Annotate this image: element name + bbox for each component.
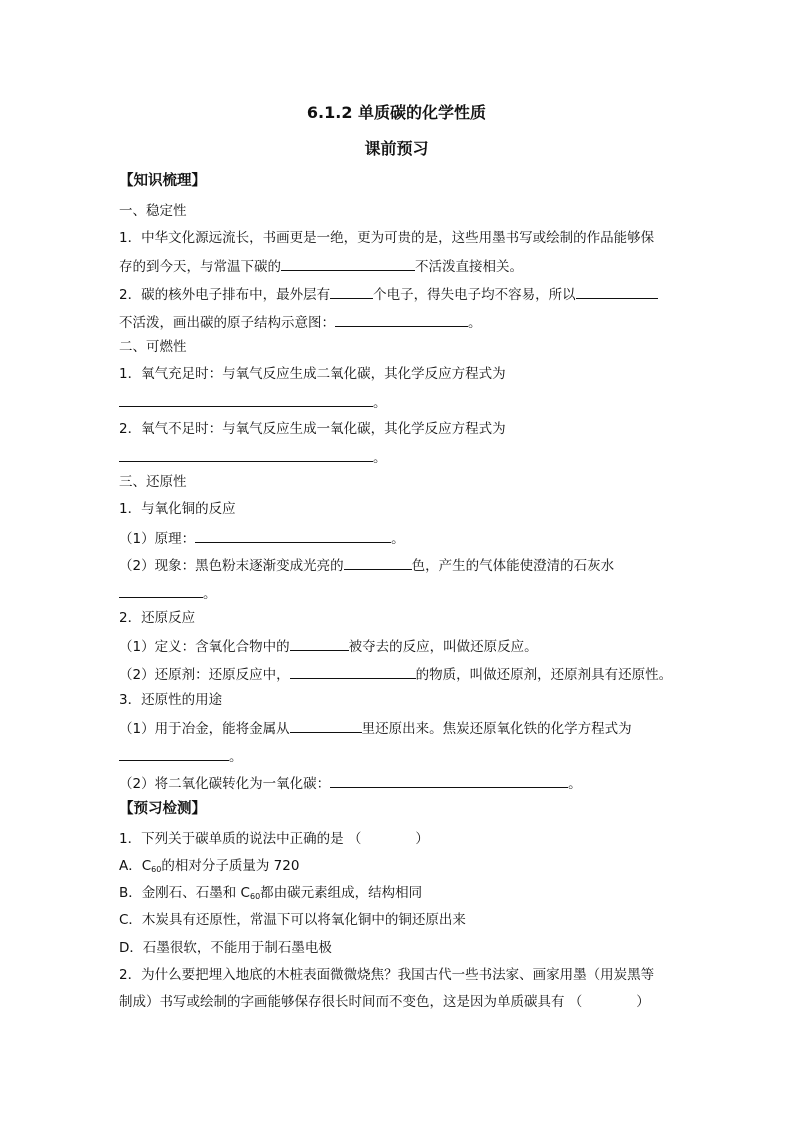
text-segment: 。: [468, 315, 482, 331]
heading-stability: 一、稳定性: [119, 203, 187, 219]
text-segment: 。: [203, 586, 217, 602]
option-b[interactable]: [119, 884, 422, 904]
q-combust-2: 2．氧气不足时：与氧气反应生成一氧化碳，其化学反应方程式为: [119, 421, 506, 437]
subheading-reduction: 2．还原反应: [119, 610, 196, 626]
question-2-line1: 2．为什么要把埋入地底的木桩表面微微烧焦？我国古代一些书法家、画家用墨（用炭黑等: [119, 967, 655, 983]
question-2-line2: 制成）书写或绘制的字画能够保存很长时间而不变色，这是因为单质碳具有 （ ）: [119, 994, 650, 1010]
page-subtitle: 课前预习: [364, 139, 429, 158]
answer-blank[interactable]: [290, 664, 416, 679]
q-stability-1-line1: 1．中华文化源远流长，书画更是一绝，更为可贵的是，这些用墨书写或绘制的作品能够保: [119, 230, 655, 246]
option-d[interactable]: D．石墨很软，不能用于制石墨电极: [119, 940, 332, 956]
text-segment: B．金刚石、石墨和 C: [119, 885, 250, 901]
answer-blank[interactable]: [576, 284, 658, 299]
text-segment: （2）将二氧化碳转化为一氧化碳：: [119, 776, 331, 792]
answer-blank[interactable]: [290, 636, 349, 651]
answer-blank[interactable]: [119, 583, 203, 598]
question-1: 1．下列关于碳单质的说法中正确的是 （ ）: [119, 831, 429, 847]
text-segment: 。: [373, 395, 387, 411]
text-segment: 。: [568, 776, 582, 792]
q-combust-2-answer: [119, 447, 387, 467]
option-c[interactable]: C．木炭具有还原性，常温下可以将氧化铜中的铜还原出来: [119, 912, 466, 928]
answer-blank[interactable]: [330, 773, 568, 788]
subscript: 60: [249, 892, 261, 901]
heading-combustibility: 二、可燃性: [119, 339, 187, 355]
q-combust-1-answer: [119, 392, 387, 412]
text-segment: 存的到今天，与常温下碳的: [119, 259, 281, 275]
q-phenomenon-line1: [119, 555, 614, 575]
text-segment: （1）用于冶金，能将金属从: [119, 721, 290, 737]
answer-blank[interactable]: [290, 718, 362, 733]
answer-blank[interactable]: [195, 528, 391, 543]
text-segment: （2）还原剂：还原反应中，: [119, 667, 290, 683]
option-a[interactable]: [119, 857, 299, 877]
text-segment: 里还原出来。焦炭还原氧化铁的化学方程式为: [361, 721, 632, 737]
text-segment: （2）现象：黑色粉末逐渐变成光亮的: [119, 558, 344, 574]
q-principle: [119, 528, 405, 548]
section-heading-review: 【知识梳理】: [119, 173, 206, 189]
text-segment: 。: [229, 749, 243, 765]
q-reducing-agent: [119, 664, 672, 684]
heading-reducibility: 三、还原性: [119, 474, 187, 490]
answer-blank[interactable]: [330, 284, 373, 299]
q-metallurgy-line2: [119, 746, 243, 766]
subheading-uses: 3．还原性的用途: [119, 692, 223, 708]
q-metallurgy-line1: [119, 718, 632, 738]
q-stability-2-line2: [119, 312, 482, 332]
answer-blank[interactable]: [119, 392, 373, 407]
subheading-cuo: 1．与氧化铜的反应: [119, 501, 236, 517]
text-segment: 2．碳的核外电子排布中，最外层有: [119, 287, 331, 303]
q-co2-to-co: [119, 773, 582, 793]
q-phenomenon-line2: [119, 583, 217, 603]
page-title: 6.1.2 单质碳的化学性质: [306, 103, 487, 122]
q-stability-2-line1: [119, 284, 658, 304]
text-segment: 都由碳元素组成，结构相同: [260, 885, 423, 901]
answer-blank[interactable]: [335, 312, 468, 327]
text-segment: 不活泼，画出碳的原子结构示意图：: [119, 315, 335, 331]
text-segment: 。: [391, 531, 405, 547]
text-segment: 不活泼直接相关。: [415, 259, 523, 275]
text-segment: 个电子，得失电子均不容易，所以: [373, 287, 576, 303]
text-segment: 色，产生的气体能使澄清的石灰水: [411, 558, 615, 574]
answer-blank[interactable]: [281, 256, 415, 271]
answer-blank[interactable]: [344, 555, 412, 570]
text-segment: （1）定义：含氧化合物中的: [119, 639, 290, 655]
text-segment: 的相对分子质量为 720: [161, 858, 300, 874]
answer-blank[interactable]: [119, 447, 373, 462]
section-heading-check: 【预习检测】: [119, 801, 206, 817]
text-segment: （1）原理：: [119, 531, 196, 547]
text-segment: 被夺去的反应，叫做还原反应。: [348, 639, 538, 655]
text-segment: 的物质，叫做还原剂，还原剂具有还原性。: [415, 667, 673, 683]
subscript: 60: [151, 865, 162, 874]
q-definition: [119, 636, 538, 656]
answer-blank[interactable]: [119, 746, 229, 761]
text-segment: 。: [373, 450, 387, 466]
q-combust-1: 1．氧气充足时：与氧气反应生成二氧化碳，其化学反应方程式为: [119, 366, 506, 382]
q-stability-1-line2: [119, 256, 523, 276]
text-segment: A．C: [119, 858, 152, 874]
